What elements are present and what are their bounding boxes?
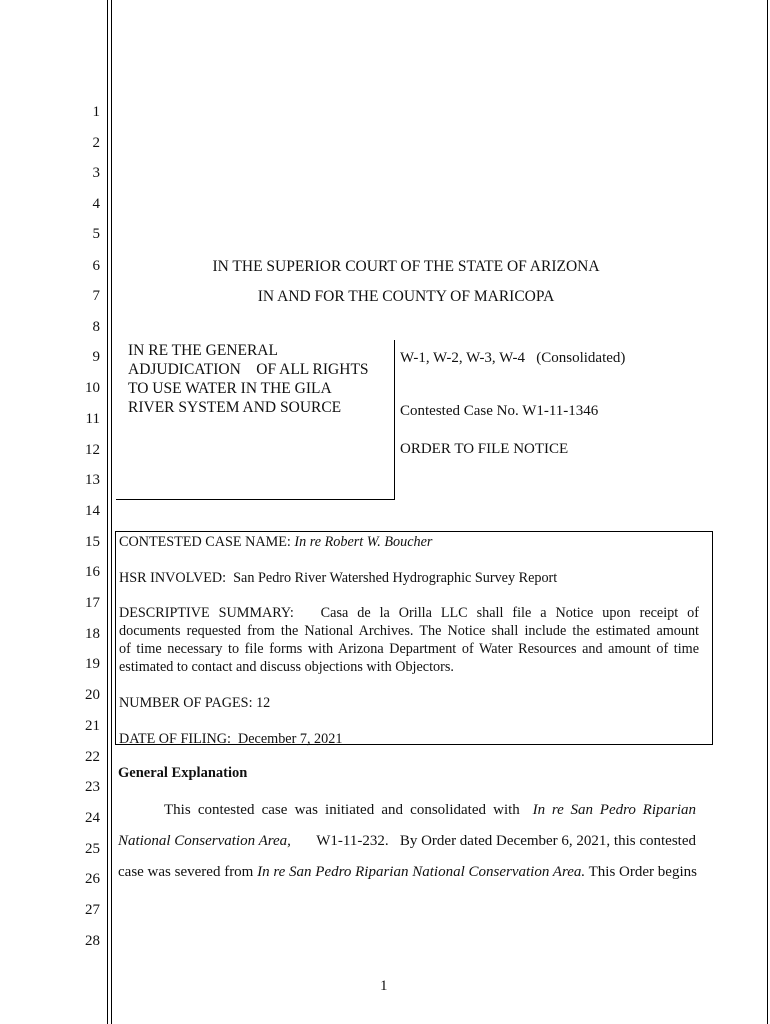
body-italic-text: In re San Pedro Riparian (532, 802, 696, 818)
pages-label: NUMBER OF PAGES: (119, 695, 253, 711)
case-name-row (119, 533, 432, 551)
caption-party-line: IN RE THE GENERAL (128, 342, 278, 359)
caption-divider-vertical (394, 340, 395, 500)
contested-case-number: Contested Case No. W1-11-1346 (400, 403, 599, 419)
section-heading: General Explanation (118, 765, 248, 781)
caption-party-name (128, 341, 369, 417)
filing-date-row (119, 730, 342, 748)
case-numbers: W-1, W-2, W-3, W-4 (Consolidated) (400, 350, 626, 366)
filing-date-value: December 7, 2021 (238, 731, 343, 747)
descriptive-summary-line: DESCRIPTIVE SUMMARY: Casa de la Orilla LLC shall file a Notice upon receipt of (119, 605, 699, 621)
line-number: 17 (85, 595, 100, 611)
line-number: 21 (85, 718, 100, 734)
line-number: 24 (85, 810, 100, 826)
line-number: 5 (92, 226, 100, 242)
body-line-2 (118, 833, 696, 850)
body-line-1 (118, 802, 696, 819)
caption-party-line: ADJUDICATION OF ALL RIGHTS (128, 361, 369, 378)
line-number: 20 (85, 687, 100, 703)
body-line-3 (118, 864, 696, 881)
line-number: 4 (92, 196, 100, 212)
court-header-line-1: IN THE SUPERIOR COURT OF THE STATE OF ARIZONA (212, 258, 600, 275)
order-title: ORDER TO FILE NOTICE (400, 441, 569, 457)
body-text: W1-11-232. By Order dated December 6, 2021, this contested (316, 833, 696, 849)
hsr-row (119, 569, 557, 587)
left-margin-rule-outer (107, 0, 108, 1024)
line-number: 23 (85, 779, 100, 795)
line-number: 22 (85, 749, 100, 765)
case-name-value: In re Robert W. Boucher (294, 534, 433, 550)
filing-date-label: DATE OF FILING: (119, 731, 231, 747)
line-number: 1 (92, 104, 100, 120)
line-number: 10 (85, 380, 100, 396)
line-number: 3 (92, 165, 100, 181)
line-number: 26 (85, 871, 100, 887)
descriptive-summary-line: estimated to contact and discuss objections with Objectors. (119, 659, 454, 675)
pages-value: 12 (256, 695, 271, 711)
body-text: This contested case was initiated and consolidated with (164, 802, 520, 818)
line-number: 6 (92, 258, 100, 274)
descriptive-summary-line: of time necessary to file forms with Arizona Department of Water Resources and amount of time (119, 641, 699, 657)
line-number: 28 (85, 933, 100, 949)
line-number: 25 (85, 841, 100, 857)
body-italic-text: National Conservation Area, (118, 833, 291, 849)
descriptive-summary (119, 604, 699, 676)
line-number: 7 (92, 288, 100, 304)
court-header-line-2: IN AND FOR THE COUNTY OF MARICOPA (257, 288, 555, 305)
case-summary-box (115, 531, 713, 745)
hsr-label: HSR INVOLVED: (119, 570, 227, 586)
line-number: 18 (85, 626, 100, 642)
left-margin-rule-inner (111, 0, 112, 1024)
hsr-value: San Pedro River Watershed Hydrographic Survey Report (233, 570, 558, 586)
page-number: 1 (380, 978, 388, 994)
case-name-label: CONTESTED CASE NAME: (119, 534, 291, 550)
caption-party-line: RIVER SYSTEM AND SOURCE (128, 399, 342, 416)
body-text: This Order begins (588, 864, 697, 880)
line-number: 16 (85, 564, 100, 580)
line-number: 8 (92, 319, 100, 335)
line-number: 14 (85, 503, 100, 519)
line-number: 12 (85, 442, 100, 458)
line-number: 19 (85, 656, 100, 672)
line-number: 11 (85, 411, 100, 427)
line-number: 13 (85, 472, 100, 488)
descriptive-summary-line: documents requested from the National Archives. The Notice shall include the estimated amount (119, 623, 699, 639)
right-margin-rule (767, 0, 768, 1024)
body-text: case was severed from (118, 864, 254, 880)
body-italic-text: In re San Pedro Riparian National Conservation Area. (257, 864, 586, 880)
pages-row (119, 694, 270, 712)
caption-party-line: TO USE WATER IN THE GILA (128, 380, 332, 397)
line-number: 15 (85, 534, 100, 550)
line-number: 9 (92, 349, 100, 365)
caption-divider-horizontal (116, 499, 395, 500)
line-number: 2 (92, 135, 100, 151)
line-number: 27 (85, 902, 100, 918)
